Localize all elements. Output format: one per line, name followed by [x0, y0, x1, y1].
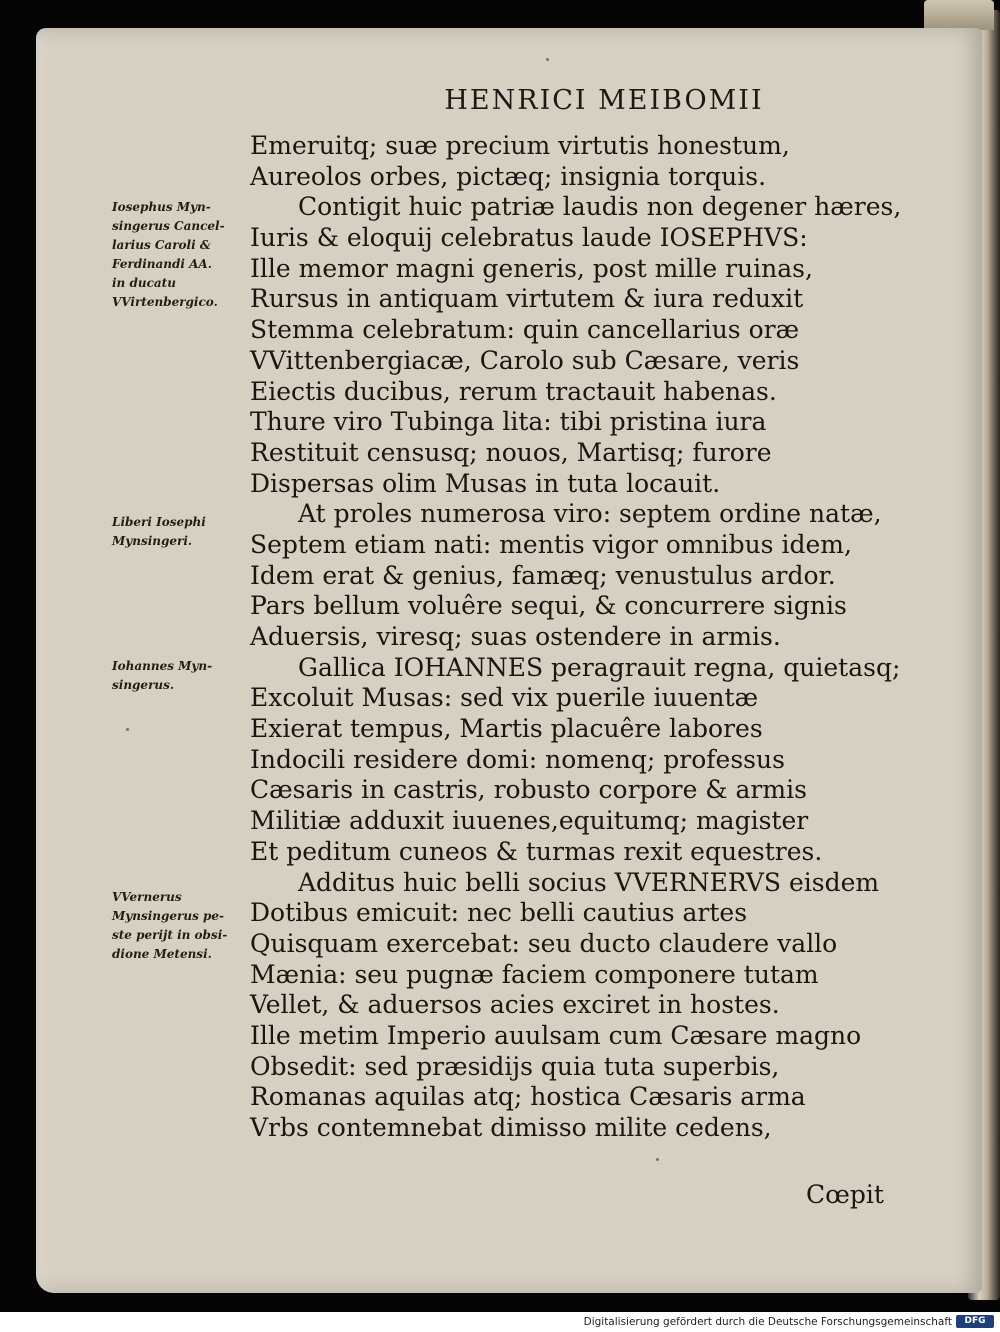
verse-line: Aureolos orbes, pictæq; insignia torquis.	[250, 161, 767, 191]
verse-line: Gallica IOHANNES peragrauit regna, quietasq;	[298, 652, 901, 682]
verse-block	[250, 131, 930, 1144]
margin-note-line: larius Caroli &	[112, 238, 211, 252]
verse-line: Pars bellum voluêre sequi, & concurrere signis	[250, 591, 847, 621]
margin-note-line: Iohannes Myn-	[112, 659, 213, 673]
margin-note-line: singerus Cancel-	[112, 219, 225, 233]
verse-line: Et peditum cuneos & turmas rexit equestres.	[250, 836, 823, 866]
margin-note-line: Liberi Iosephi	[112, 515, 206, 529]
verse-line: At proles numerosa viro: septem ordine natæ,	[298, 499, 882, 529]
verse-line: Idem erat & genius, famæq; venustulus ardor.	[250, 560, 836, 590]
catchword: Cœpit	[806, 1180, 884, 1209]
margin-note-line: dione Metensi.	[112, 947, 212, 961]
verse-line: Excoluit Musas: sed vix puerile iuuentæ	[250, 683, 759, 713]
verse-line: Restituit censusq; nouos, Martisq; furore	[250, 437, 772, 467]
margin-note-line: Mynsingeri.	[112, 534, 193, 548]
margin-note-line: ste perijt in obsi-	[112, 928, 228, 942]
margin-note-josephus	[112, 198, 266, 312]
verse-line: Emeruitq; suæ precium virtutis honestum,	[250, 131, 790, 160]
verse-line: Iuris & eloquij celebratus laude IOSEPHVS:	[250, 223, 808, 253]
verse-line: Obsedit: sed præsidijs quia tuta superbis,	[250, 1051, 780, 1081]
verse-line: Dotibus emicuit: nec belli cautius artes	[250, 898, 748, 928]
verse-line: Ille memor magni generis, post mille ruinas,	[250, 253, 813, 283]
verse-line: Militiæ adduxit iuuenes,equitumq; magister	[250, 806, 809, 836]
margin-note-line: Ferdinandi AA.	[112, 257, 212, 271]
margin-note-line: Mynsingerus pe-	[112, 909, 225, 923]
verse-line: Exierat tempus, Martis placuêre labores	[250, 714, 763, 744]
verse-line: Mænia: seu pugnæ faciem componere tutam	[250, 959, 819, 989]
margin-note-line: in ducatu	[112, 276, 176, 290]
verse-line: Contigit huic patriæ laudis non degener hæres,	[298, 192, 902, 222]
book-page	[36, 28, 982, 1293]
verse-line: Romanas aquilas atq; hostica Cæsaris arma	[250, 1082, 806, 1112]
verse-line: Thure viro Tubinga lita: tibi pristina iura	[250, 407, 767, 437]
verse-line: VVittenbergiacæ, Carolo sub Cæsare, veris	[250, 345, 800, 375]
margin-note-line: VVirtenbergico.	[112, 295, 218, 309]
verse-line: Additus huic belli socius VVERNERVS eisdem	[298, 867, 880, 897]
digitization-footer	[0, 1312, 1000, 1332]
verse-line: Rursus in antiquam virtutem & iura reduxit	[250, 284, 804, 314]
running-head: HENRICI MEIBOMII	[444, 85, 764, 116]
verse-line: Quisquam exercebat: seu ducto claudere vallo	[250, 928, 838, 958]
margin-note-line: VVernerus	[112, 890, 182, 904]
page-edge-top	[924, 0, 994, 30]
ink-speck	[656, 1158, 659, 1161]
ink-speck	[546, 58, 549, 61]
verse-line: Stemma celebratum: quin cancellarius oræ	[250, 315, 800, 345]
verse-line: Vrbs contemnebat dimisso milite cedens,	[250, 1113, 772, 1142]
ink-speck	[126, 728, 129, 731]
dfg-logo: DFG	[956, 1315, 994, 1328]
verse-line: Septem etiam nati: mentis vigor omnibus idem,	[250, 529, 852, 559]
verse-line: Indocili residere domi: nomenq; professus	[250, 744, 785, 774]
verse-line: Cæsaris in castris, robusto corpore & armis	[250, 775, 807, 805]
footer-credit: Digitalisierung gefördert durch die Deutsche Forschungsgemeinschaft	[583, 1316, 952, 1328]
verse-line: Eiectis ducibus, rerum tractauit habenas.	[250, 376, 777, 406]
verse-line: Aduersis, viresq; suas ostendere in armis.	[250, 622, 781, 651]
margin-note-line: Iosephus Myn-	[112, 200, 211, 214]
margin-note-iohannes	[112, 657, 266, 695]
margin-note-vvernerus	[112, 888, 266, 964]
verse-line: Ille metim Imperio auulsam cum Cæsare magno	[250, 1020, 862, 1050]
verse-line: Dispersas olim Musas in tuta locauit.	[250, 468, 721, 498]
verse-line: Vellet, & aduersos acies exciret in hostes.	[250, 990, 780, 1020]
margin-note-liberi	[112, 513, 266, 551]
margin-note-line: singerus.	[112, 678, 175, 692]
